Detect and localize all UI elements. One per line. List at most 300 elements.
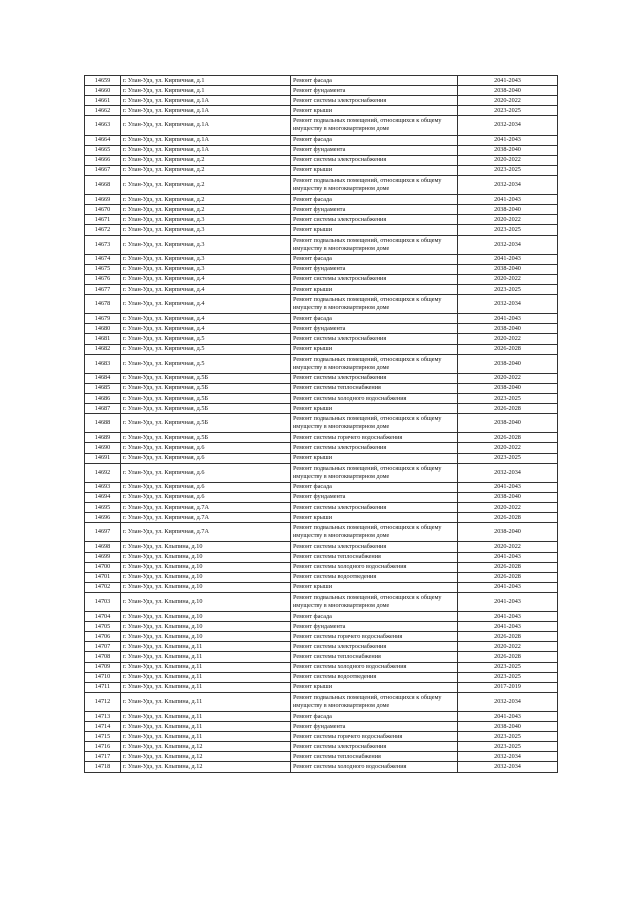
row-number-cell: 14672 [85, 225, 121, 235]
period-cell: 2032-2034 [458, 235, 558, 254]
table-row [85, 334, 558, 344]
row-number-cell: 14674 [85, 254, 121, 264]
table-body [85, 76, 558, 773]
row-number-cell: 14680 [85, 324, 121, 334]
table-row [85, 354, 558, 373]
table-row [85, 572, 558, 582]
address-cell: г. Улан-Удэ, ул. Клыпина, д.11 [121, 712, 291, 722]
row-number-cell: 14697 [85, 523, 121, 542]
work-type-cell: Ремонт системы водоотведения [291, 672, 458, 682]
period-cell: 2026-2028 [458, 562, 558, 572]
address-cell: г. Улан-Удэ, ул. Кирпичная, д.1 [121, 86, 291, 96]
table-row [85, 175, 558, 194]
address-cell: г. Улан-Удэ, ул. Кирпичная, д.4 [121, 324, 291, 334]
work-type-cell: Ремонт системы горячего водоснабжения [291, 732, 458, 742]
work-type-cell: Ремонт системы горячего водоснабжения [291, 433, 458, 443]
period-cell: 2041-2043 [458, 612, 558, 622]
address-cell: г. Улан-Удэ, ул. Клыпина, д.10 [121, 612, 291, 622]
row-number-cell: 14698 [85, 542, 121, 552]
address-cell: г. Улан-Удэ, ул. Кирпичная, д.6 [121, 492, 291, 502]
period-cell: 2038-2040 [458, 324, 558, 334]
table-row [85, 592, 558, 611]
row-number-cell: 14705 [85, 622, 121, 632]
address-cell: г. Улан-Удэ, ул. Клыпина, д.11 [121, 682, 291, 692]
row-number-cell: 14684 [85, 373, 121, 383]
row-number-cell: 14675 [85, 264, 121, 274]
address-cell: г. Улан-Удэ, ул. Кирпичная, д.2 [121, 205, 291, 215]
period-cell: 2041-2043 [458, 552, 558, 562]
table-row [85, 414, 558, 433]
work-type-cell: Ремонт фасада [291, 135, 458, 145]
work-type-cell: Ремонт фундамента [291, 722, 458, 732]
address-cell: г. Улан-Удэ, ул. Кирпичная, д.4 [121, 314, 291, 324]
period-cell: 2023-2025 [458, 662, 558, 672]
row-number-cell: 14679 [85, 314, 121, 324]
work-type-cell: Ремонт системы теплоснабжения [291, 652, 458, 662]
period-cell: 2038-2040 [458, 383, 558, 393]
table-row [85, 195, 558, 205]
address-cell: г. Улан-Удэ, ул. Клыпина, д.12 [121, 752, 291, 762]
row-number-cell: 14702 [85, 582, 121, 592]
row-number-cell: 14711 [85, 682, 121, 692]
period-cell: 2020-2022 [458, 642, 558, 652]
table-row [85, 165, 558, 175]
work-type-cell: Ремонт крыши [291, 225, 458, 235]
period-cell: 2020-2022 [458, 334, 558, 344]
row-number-cell: 14660 [85, 86, 121, 96]
address-cell: г. Улан-Удэ, ул. Кирпичная, д.4 [121, 284, 291, 294]
address-cell: г. Улан-Удэ, ул. Кирпичная, д.3 [121, 235, 291, 254]
work-type-cell: Ремонт подвальных помещений, относящихся к общему имуществу в многоквартирном доме [291, 523, 458, 542]
period-cell: 2020-2022 [458, 542, 558, 552]
row-number-cell: 14695 [85, 503, 121, 513]
table-row [85, 523, 558, 542]
work-type-cell: Ремонт фасада [291, 254, 458, 264]
row-number-cell: 14685 [85, 383, 121, 393]
work-type-cell: Ремонт крыши [291, 106, 458, 116]
work-type-cell: Ремонт системы электроснабжения [291, 274, 458, 284]
address-cell: г. Улан-Удэ, ул. Кирпичная, д.5Б [121, 414, 291, 433]
table-row [85, 712, 558, 722]
work-type-cell: Ремонт подвальных помещений, относящихся к общему имуществу в многоквартирном доме [291, 116, 458, 135]
work-type-cell: Ремонт подвальных помещений, относящихся к общему имуществу в многоквартирном доме [291, 295, 458, 314]
address-cell: г. Улан-Удэ, ул. Кирпичная, д.3 [121, 225, 291, 235]
address-cell: г. Улан-Удэ, ул. Клыпина, д.10 [121, 632, 291, 642]
table-row [85, 205, 558, 215]
table-row [85, 752, 558, 762]
row-number-cell: 14667 [85, 165, 121, 175]
period-cell: 2041-2043 [458, 592, 558, 611]
row-number-cell: 14694 [85, 492, 121, 502]
address-cell: г. Улан-Удэ, ул. Кирпичная, д.3 [121, 215, 291, 225]
table-row [85, 443, 558, 453]
table-row [85, 116, 558, 135]
row-number-cell: 14665 [85, 145, 121, 155]
address-cell: г. Улан-Удэ, ул. Клыпина, д.10 [121, 552, 291, 562]
address-cell: г. Улан-Удэ, ул. Кирпичная, д.2 [121, 165, 291, 175]
row-number-cell: 14682 [85, 344, 121, 354]
row-number-cell: 14703 [85, 592, 121, 611]
table-row [85, 632, 558, 642]
row-number-cell: 14681 [85, 334, 121, 344]
address-cell: г. Улан-Удэ, ул. Кирпичная, д.2 [121, 155, 291, 165]
work-type-cell: Ремонт системы холодного водоснабжения [291, 562, 458, 572]
address-cell: г. Улан-Удэ, ул. Кирпичная, д.5Б [121, 383, 291, 393]
period-cell: 2020-2022 [458, 96, 558, 106]
work-type-cell: Ремонт крыши [291, 165, 458, 175]
work-type-cell: Ремонт фундамента [291, 86, 458, 96]
table-row [85, 682, 558, 692]
period-cell: 2032-2034 [458, 463, 558, 482]
table-row [85, 106, 558, 116]
table-row [85, 295, 558, 314]
period-cell: 2041-2043 [458, 482, 558, 492]
row-number-cell: 14708 [85, 652, 121, 662]
address-cell: г. Улан-Удэ, ул. Кирпичная, д.5Б [121, 404, 291, 414]
work-type-cell: Ремонт фундамента [291, 622, 458, 632]
row-number-cell: 14706 [85, 632, 121, 642]
period-cell: 2041-2043 [458, 582, 558, 592]
period-cell: 2041-2043 [458, 195, 558, 205]
address-cell: г. Улан-Удэ, ул. Кирпичная, д.6 [121, 453, 291, 463]
work-type-cell: Ремонт системы электроснабжения [291, 642, 458, 652]
row-number-cell: 14713 [85, 712, 121, 722]
row-number-cell: 14677 [85, 284, 121, 294]
period-cell: 2020-2022 [458, 373, 558, 383]
table-row [85, 642, 558, 652]
work-type-cell: Ремонт подвальных помещений, относящихся к общему имуществу в многоквартирном доме [291, 692, 458, 711]
row-number-cell: 14669 [85, 195, 121, 205]
row-number-cell: 14668 [85, 175, 121, 194]
address-cell: г. Улан-Удэ, ул. Кирпичная, д.1А [121, 145, 291, 155]
work-type-cell: Ремонт системы холодного водоснабжения [291, 394, 458, 404]
table-row [85, 145, 558, 155]
period-cell: 2020-2022 [458, 503, 558, 513]
work-type-cell: Ремонт системы электроснабжения [291, 443, 458, 453]
work-type-cell: Ремонт системы теплоснабжения [291, 383, 458, 393]
table-row [85, 383, 558, 393]
work-type-cell: Ремонт системы электроснабжения [291, 215, 458, 225]
period-cell: 2026-2028 [458, 513, 558, 523]
table-row [85, 542, 558, 552]
period-cell: 2032-2034 [458, 295, 558, 314]
address-cell: г. Улан-Удэ, ул. Кирпичная, д.2 [121, 175, 291, 194]
period-cell: 2041-2043 [458, 254, 558, 264]
address-cell: г. Улан-Удэ, ул. Кирпичная, д.1 [121, 76, 291, 86]
table-row [85, 394, 558, 404]
period-cell: 2023-2025 [458, 394, 558, 404]
work-type-cell: Ремонт крыши [291, 284, 458, 294]
period-cell: 2032-2034 [458, 175, 558, 194]
table-row [85, 582, 558, 592]
repair-schedule-table [84, 75, 558, 773]
work-type-cell: Ремонт фундамента [291, 324, 458, 334]
address-cell: г. Улан-Удэ, ул. Кирпичная, д.3 [121, 254, 291, 264]
table-row [85, 722, 558, 732]
table-row [85, 155, 558, 165]
table-row [85, 254, 558, 264]
period-cell: 2023-2025 [458, 106, 558, 116]
row-number-cell: 14676 [85, 274, 121, 284]
table-row [85, 562, 558, 572]
row-number-cell: 14707 [85, 642, 121, 652]
work-type-cell: Ремонт системы теплоснабжения [291, 552, 458, 562]
address-cell: г. Улан-Удэ, ул. Кирпичная, д.1А [121, 96, 291, 106]
address-cell: г. Улан-Удэ, ул. Кирпичная, д.3 [121, 264, 291, 274]
period-cell: 2038-2040 [458, 722, 558, 732]
table-row [85, 225, 558, 235]
table-row [85, 284, 558, 294]
table-row [85, 235, 558, 254]
row-number-cell: 14686 [85, 394, 121, 404]
row-number-cell: 14709 [85, 662, 121, 672]
row-number-cell: 14715 [85, 732, 121, 742]
address-cell: г. Улан-Удэ, ул. Кирпичная, д.4 [121, 274, 291, 284]
work-type-cell: Ремонт фасада [291, 482, 458, 492]
row-number-cell: 14688 [85, 414, 121, 433]
period-cell: 2032-2034 [458, 752, 558, 762]
period-cell: 2020-2022 [458, 155, 558, 165]
table-row [85, 76, 558, 86]
work-type-cell: Ремонт фундамента [291, 492, 458, 502]
period-cell: 2038-2040 [458, 354, 558, 373]
period-cell: 2041-2043 [458, 76, 558, 86]
period-cell: 2041-2043 [458, 622, 558, 632]
row-number-cell: 14690 [85, 443, 121, 453]
work-type-cell: Ремонт системы водоотведения [291, 572, 458, 582]
period-cell: 2041-2043 [458, 712, 558, 722]
address-cell: г. Улан-Удэ, ул. Кирпичная, д.5Б [121, 373, 291, 383]
address-cell: г. Улан-Удэ, ул. Клыпина, д.10 [121, 622, 291, 632]
address-cell: г. Улан-Удэ, ул. Кирпичная, д.5Б [121, 433, 291, 443]
period-cell: 2038-2040 [458, 492, 558, 502]
period-cell: 2026-2028 [458, 632, 558, 642]
table-row [85, 552, 558, 562]
work-type-cell: Ремонт крыши [291, 582, 458, 592]
row-number-cell: 14663 [85, 116, 121, 135]
address-cell: г. Улан-Удэ, ул. Клыпина, д.10 [121, 542, 291, 552]
work-type-cell: Ремонт системы горячего водоснабжения [291, 632, 458, 642]
work-type-cell: Ремонт фасада [291, 612, 458, 622]
period-cell: 2023-2025 [458, 742, 558, 752]
work-type-cell: Ремонт подвальных помещений, относящихся к общему имуществу в многоквартирном доме [291, 414, 458, 433]
address-cell: г. Улан-Удэ, ул. Кирпичная, д.7А [121, 503, 291, 513]
period-cell: 2038-2040 [458, 145, 558, 155]
period-cell: 2023-2025 [458, 453, 558, 463]
work-type-cell: Ремонт фасада [291, 195, 458, 205]
address-cell: г. Улан-Удэ, ул. Кирпичная, д.2 [121, 195, 291, 205]
address-cell: г. Улан-Удэ, ул. Кирпичная, д.6 [121, 463, 291, 482]
work-type-cell: Ремонт подвальных помещений, относящихся к общему имуществу в многоквартирном доме [291, 592, 458, 611]
work-type-cell: Ремонт фасада [291, 712, 458, 722]
period-cell: 2038-2040 [458, 523, 558, 542]
table-row [85, 622, 558, 632]
row-number-cell: 14718 [85, 762, 121, 772]
period-cell: 2038-2040 [458, 264, 558, 274]
period-cell: 2038-2040 [458, 205, 558, 215]
row-number-cell: 14700 [85, 562, 121, 572]
address-cell: г. Улан-Удэ, ул. Клыпина, д.10 [121, 592, 291, 611]
address-cell: г. Улан-Удэ, ул. Клыпина, д.11 [121, 642, 291, 652]
period-cell: 2023-2025 [458, 284, 558, 294]
work-type-cell: Ремонт подвальных помещений, относящихся к общему имуществу в многоквартирном доме [291, 463, 458, 482]
work-type-cell: Ремонт подвальных помещений, относящихся к общему имуществу в многоквартирном доме [291, 175, 458, 194]
address-cell: г. Улан-Удэ, ул. Кирпичная, д.1А [121, 106, 291, 116]
work-type-cell: Ремонт фасада [291, 314, 458, 324]
work-type-cell: Ремонт системы холодного водоснабжения [291, 662, 458, 672]
address-cell: г. Улан-Удэ, ул. Кирпичная, д.5 [121, 344, 291, 354]
period-cell: 2020-2022 [458, 274, 558, 284]
address-cell: г. Улан-Удэ, ул. Клыпина, д.11 [121, 732, 291, 742]
table-row [85, 433, 558, 443]
period-cell: 2032-2034 [458, 116, 558, 135]
table-row [85, 692, 558, 711]
period-cell: 2041-2043 [458, 135, 558, 145]
work-type-cell: Ремонт крыши [291, 404, 458, 414]
row-number-cell: 14716 [85, 742, 121, 752]
period-cell: 2041-2043 [458, 314, 558, 324]
work-type-cell: Ремонт системы электроснабжения [291, 373, 458, 383]
row-number-cell: 14689 [85, 433, 121, 443]
work-type-cell: Ремонт системы электроснабжения [291, 334, 458, 344]
address-cell: г. Улан-Удэ, ул. Кирпичная, д.6 [121, 443, 291, 453]
work-type-cell: Ремонт системы электроснабжения [291, 155, 458, 165]
period-cell: 2026-2028 [458, 433, 558, 443]
period-cell: 2023-2025 [458, 732, 558, 742]
work-type-cell: Ремонт подвальных помещений, относящихся к общему имуществу в многоквартирном доме [291, 354, 458, 373]
row-number-cell: 14673 [85, 235, 121, 254]
row-number-cell: 14659 [85, 76, 121, 86]
period-cell: 2026-2028 [458, 404, 558, 414]
work-type-cell: Ремонт системы электроснабжения [291, 96, 458, 106]
row-number-cell: 14692 [85, 463, 121, 482]
work-type-cell: Ремонт фундамента [291, 205, 458, 215]
work-type-cell: Ремонт крыши [291, 513, 458, 523]
row-number-cell: 14696 [85, 513, 121, 523]
period-cell: 2026-2028 [458, 652, 558, 662]
address-cell: г. Улан-Удэ, ул. Клыпина, д.11 [121, 662, 291, 672]
row-number-cell: 14699 [85, 552, 121, 562]
period-cell: 2020-2022 [458, 443, 558, 453]
address-cell: г. Улан-Удэ, ул. Кирпичная, д.1А [121, 135, 291, 145]
table-row [85, 135, 558, 145]
row-number-cell: 14683 [85, 354, 121, 373]
work-type-cell: Ремонт системы холодного водоснабжения [291, 762, 458, 772]
table-row [85, 324, 558, 334]
address-cell: г. Улан-Удэ, ул. Клыпина, д.11 [121, 652, 291, 662]
work-type-cell: Ремонт фасада [291, 76, 458, 86]
row-number-cell: 14693 [85, 482, 121, 492]
table-row [85, 672, 558, 682]
row-number-cell: 14687 [85, 404, 121, 414]
table-row [85, 314, 558, 324]
table-row [85, 492, 558, 502]
row-number-cell: 14714 [85, 722, 121, 732]
table-row [85, 86, 558, 96]
address-cell: г. Улан-Удэ, ул. Клыпина, д.11 [121, 722, 291, 732]
work-type-cell: Ремонт фундамента [291, 264, 458, 274]
row-number-cell: 14710 [85, 672, 121, 682]
table-row [85, 344, 558, 354]
row-number-cell: 14701 [85, 572, 121, 582]
period-cell: 2038-2040 [458, 86, 558, 96]
table-row [85, 453, 558, 463]
period-cell: 2032-2034 [458, 762, 558, 772]
table-row [85, 732, 558, 742]
table-row [85, 264, 558, 274]
row-number-cell: 14717 [85, 752, 121, 762]
table-row [85, 215, 558, 225]
period-cell: 2038-2040 [458, 414, 558, 433]
address-cell: г. Улан-Удэ, ул. Кирпичная, д.5 [121, 354, 291, 373]
row-number-cell: 14678 [85, 295, 121, 314]
period-cell: 2017-2019 [458, 682, 558, 692]
row-number-cell: 14661 [85, 96, 121, 106]
row-number-cell: 14704 [85, 612, 121, 622]
table-row [85, 762, 558, 772]
table-row [85, 662, 558, 672]
period-cell: 2026-2028 [458, 344, 558, 354]
table-row [85, 463, 558, 482]
address-cell: г. Улан-Удэ, ул. Клыпина, д.10 [121, 572, 291, 582]
work-type-cell: Ремонт крыши [291, 453, 458, 463]
row-number-cell: 14712 [85, 692, 121, 711]
row-number-cell: 14691 [85, 453, 121, 463]
period-cell: 2023-2025 [458, 165, 558, 175]
address-cell: г. Улан-Удэ, ул. Кирпичная, д.7А [121, 513, 291, 523]
address-cell: г. Улан-Удэ, ул. Клыпина, д.11 [121, 692, 291, 711]
address-cell: г. Улан-Удэ, ул. Клыпина, д.12 [121, 742, 291, 752]
work-type-cell: Ремонт фундамента [291, 145, 458, 155]
address-cell: г. Улан-Удэ, ул. Кирпичная, д.4 [121, 295, 291, 314]
row-number-cell: 14670 [85, 205, 121, 215]
row-number-cell: 14662 [85, 106, 121, 116]
address-cell: г. Улан-Удэ, ул. Кирпичная, д.5Б [121, 394, 291, 404]
period-cell: 2023-2025 [458, 225, 558, 235]
table-row [85, 482, 558, 492]
work-type-cell: Ремонт крыши [291, 682, 458, 692]
table-row [85, 96, 558, 106]
table-row [85, 503, 558, 513]
work-type-cell: Ремонт подвальных помещений, относящихся к общему имуществу в многоквартирном доме [291, 235, 458, 254]
table-row [85, 612, 558, 622]
work-type-cell: Ремонт системы электроснабжения [291, 503, 458, 513]
address-cell: г. Улан-Удэ, ул. Кирпичная, д.7А [121, 523, 291, 542]
work-type-cell: Ремонт системы теплоснабжения [291, 752, 458, 762]
row-number-cell: 14671 [85, 215, 121, 225]
address-cell: г. Улан-Удэ, ул. Кирпичная, д.1А [121, 116, 291, 135]
table-row [85, 274, 558, 284]
address-cell: г. Улан-Удэ, ул. Клыпина, д.10 [121, 582, 291, 592]
period-cell: 2023-2025 [458, 672, 558, 682]
row-number-cell: 14666 [85, 155, 121, 165]
address-cell: г. Улан-Удэ, ул. Клыпина, д.11 [121, 672, 291, 682]
table-row [85, 404, 558, 414]
address-cell: г. Улан-Удэ, ул. Клыпина, д.10 [121, 562, 291, 572]
address-cell: г. Улан-Удэ, ул. Кирпичная, д.6 [121, 482, 291, 492]
table-row [85, 652, 558, 662]
period-cell: 2026-2028 [458, 572, 558, 582]
table-row [85, 513, 558, 523]
work-type-cell: Ремонт крыши [291, 344, 458, 354]
row-number-cell: 14664 [85, 135, 121, 145]
address-cell: г. Улан-Удэ, ул. Кирпичная, д.5 [121, 334, 291, 344]
period-cell: 2032-2034 [458, 692, 558, 711]
table-row [85, 373, 558, 383]
address-cell: г. Улан-Удэ, ул. Клыпина, д.12 [121, 762, 291, 772]
work-type-cell: Ремонт системы электроснабжения [291, 742, 458, 752]
table-row [85, 742, 558, 752]
